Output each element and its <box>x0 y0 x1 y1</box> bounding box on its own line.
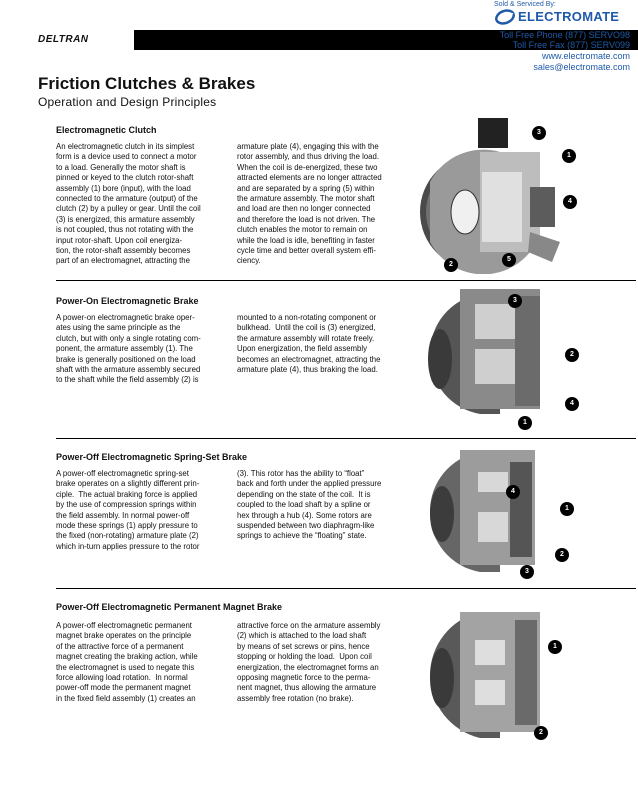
callout-badge: 1 <box>562 149 576 163</box>
spring-set-brake-drawing <box>420 442 580 582</box>
permanent-magnet-text-right: attractive force on the armature assembly (2) which is attached to the load shaft by means of set screws or pins, hence stopping or holding the load. Upon coil energization, the electromagnet forms an opposing magnetic force to the perma- nent magnet, thus allowing the armature assembly free rotation (no brake). <box>237 621 381 703</box>
clutch-text-left: An electromagnetic clutch in its simplest form is a device used to connect a motor to a load. Generally the motor shaft is pinned or keyed to the clutch rotor-shaft assembly (1) bore (input), with the load connected to the armature (output) of the clutch (2) by a pulley or gear. Until the coil (3) is energized, this armature assembly is not coupled, thus not rotating with the input rotor-shaft. Upon coil energiza- tion, the rotor-shaft assembly becomes part of an electromagnet, attracting the <box>56 142 201 266</box>
section-divider <box>56 280 636 281</box>
toll-free-fax: Toll Free Fax (877) SERV099 <box>512 40 630 50</box>
permanent-magnet-brake-illustration <box>420 600 580 748</box>
website-link[interactable]: www.electromate.com <box>541 51 630 61</box>
logo-text: ELECTROMATE <box>518 9 620 24</box>
callout-badge: 3 <box>508 294 522 308</box>
clutch-drawing <box>420 112 580 274</box>
clutch-text-right: armature plate (4), engaging this with the rotor assembly, and thus driving the load. When the coil is de-energized, these two attracted elements are no longer attracted and are separated by a spring (5) within the armature assembly. The motor shaft and load are then no longer connected and therefore the load is not driven. The clutch enables the motor to remain on while the load is idle, benefiting in faster cycle time and better overall system effi- ciency. <box>237 142 382 266</box>
toll-free-phone: Toll Free Phone (877) SERVO98 <box>499 30 630 40</box>
clutch-illustration <box>420 112 580 274</box>
power-on-brake-drawing <box>420 284 580 432</box>
section-heading-power-on-brake: Power-On Electromagnetic Brake <box>56 296 199 306</box>
power-on-text-left: A power-on electromagnetic brake oper- ates using the same principle as the clutch, but with only a single rotating com- ponent, the armature assembly (1). The brake is generally positioned on the load shaft with the armature assembly secured to the shaft while the field assembly (2) is <box>56 313 201 385</box>
deltran-brand: DELTRAN <box>38 34 89 45</box>
page-subtitle: Operation and Design Principles <box>38 95 217 109</box>
callout-badge: 5 <box>502 253 516 267</box>
spring-set-text-right: (3). This rotor has the ability to “float” back and forth under the applied pressure depending on the state of the coil. It is coupled to the load shaft by a spline or hex through a hub (4). Some rotors are suspended between two diaphragm-like springs to achieve the “floating” state. <box>237 469 382 541</box>
section-heading-spring-set-brake: Power-Off Electromagnetic Spring-Set Brake <box>56 452 248 462</box>
callout-badge: 4 <box>563 195 577 209</box>
spring-set-brake-illustration <box>420 442 580 582</box>
callout-badge: 2 <box>555 548 569 562</box>
callout-badge: 4 <box>565 397 579 411</box>
electromate-logo <box>494 9 634 25</box>
callout-badge: 3 <box>532 126 546 140</box>
electromate-swoosh-icon <box>494 9 516 25</box>
spring-set-text-left: A power-off electromagnetic spring-set brake operates on a slightly different prin- ciple. The actual braking force is applied by the use of compression springs within the field assembly. In normal power-off mode these springs (1) apply pressure to the fixed (non-rotating) armature plate (2) which in-turn applies pressure to the rotor <box>56 469 200 551</box>
callout-badge: 2 <box>534 726 548 740</box>
permanent-magnet-brake-drawing <box>420 600 580 748</box>
section-heading-permanent-magnet-brake: Power-Off Electromagnetic Permanent Magnet Brake <box>56 602 283 612</box>
page-title: Friction Clutches & Brakes <box>38 74 256 93</box>
section-divider <box>56 588 636 589</box>
callout-badge: 1 <box>518 416 532 430</box>
permanent-magnet-text-left: A power-off electromagnetic permanent magnet brake operates on the principle of the attractive force of a permanent magnet creating the braking action, while the electromagnet is used to negate this force allowing load rotation. In normal power-off mode the permanent magnet in the fixed field assembly (1) creates an <box>56 621 198 703</box>
power-on-text-right: mounted to a non-rotating component or bulkhead. Until the coil is (3) energized, the armature assembly will rotate freely. Upon energization, the field assembly becomes an electromagnet, attracting the armature plate (4), thus braking the load. <box>237 313 381 375</box>
power-on-brake-illustration <box>420 284 580 432</box>
sold-by-label: Sold & Serviced By: <box>494 1 556 8</box>
section-divider <box>56 438 636 439</box>
callout-badge: 3 <box>520 565 534 579</box>
callout-badge: 2 <box>565 348 579 362</box>
callout-badge: 2 <box>444 258 458 272</box>
callout-badge: 4 <box>506 485 520 499</box>
callout-badge: 1 <box>560 502 574 516</box>
email-link[interactable]: sales@electromate.com <box>533 62 630 72</box>
section-heading-clutch: Electromagnetic Clutch <box>56 125 157 135</box>
callout-badge: 1 <box>548 640 562 654</box>
